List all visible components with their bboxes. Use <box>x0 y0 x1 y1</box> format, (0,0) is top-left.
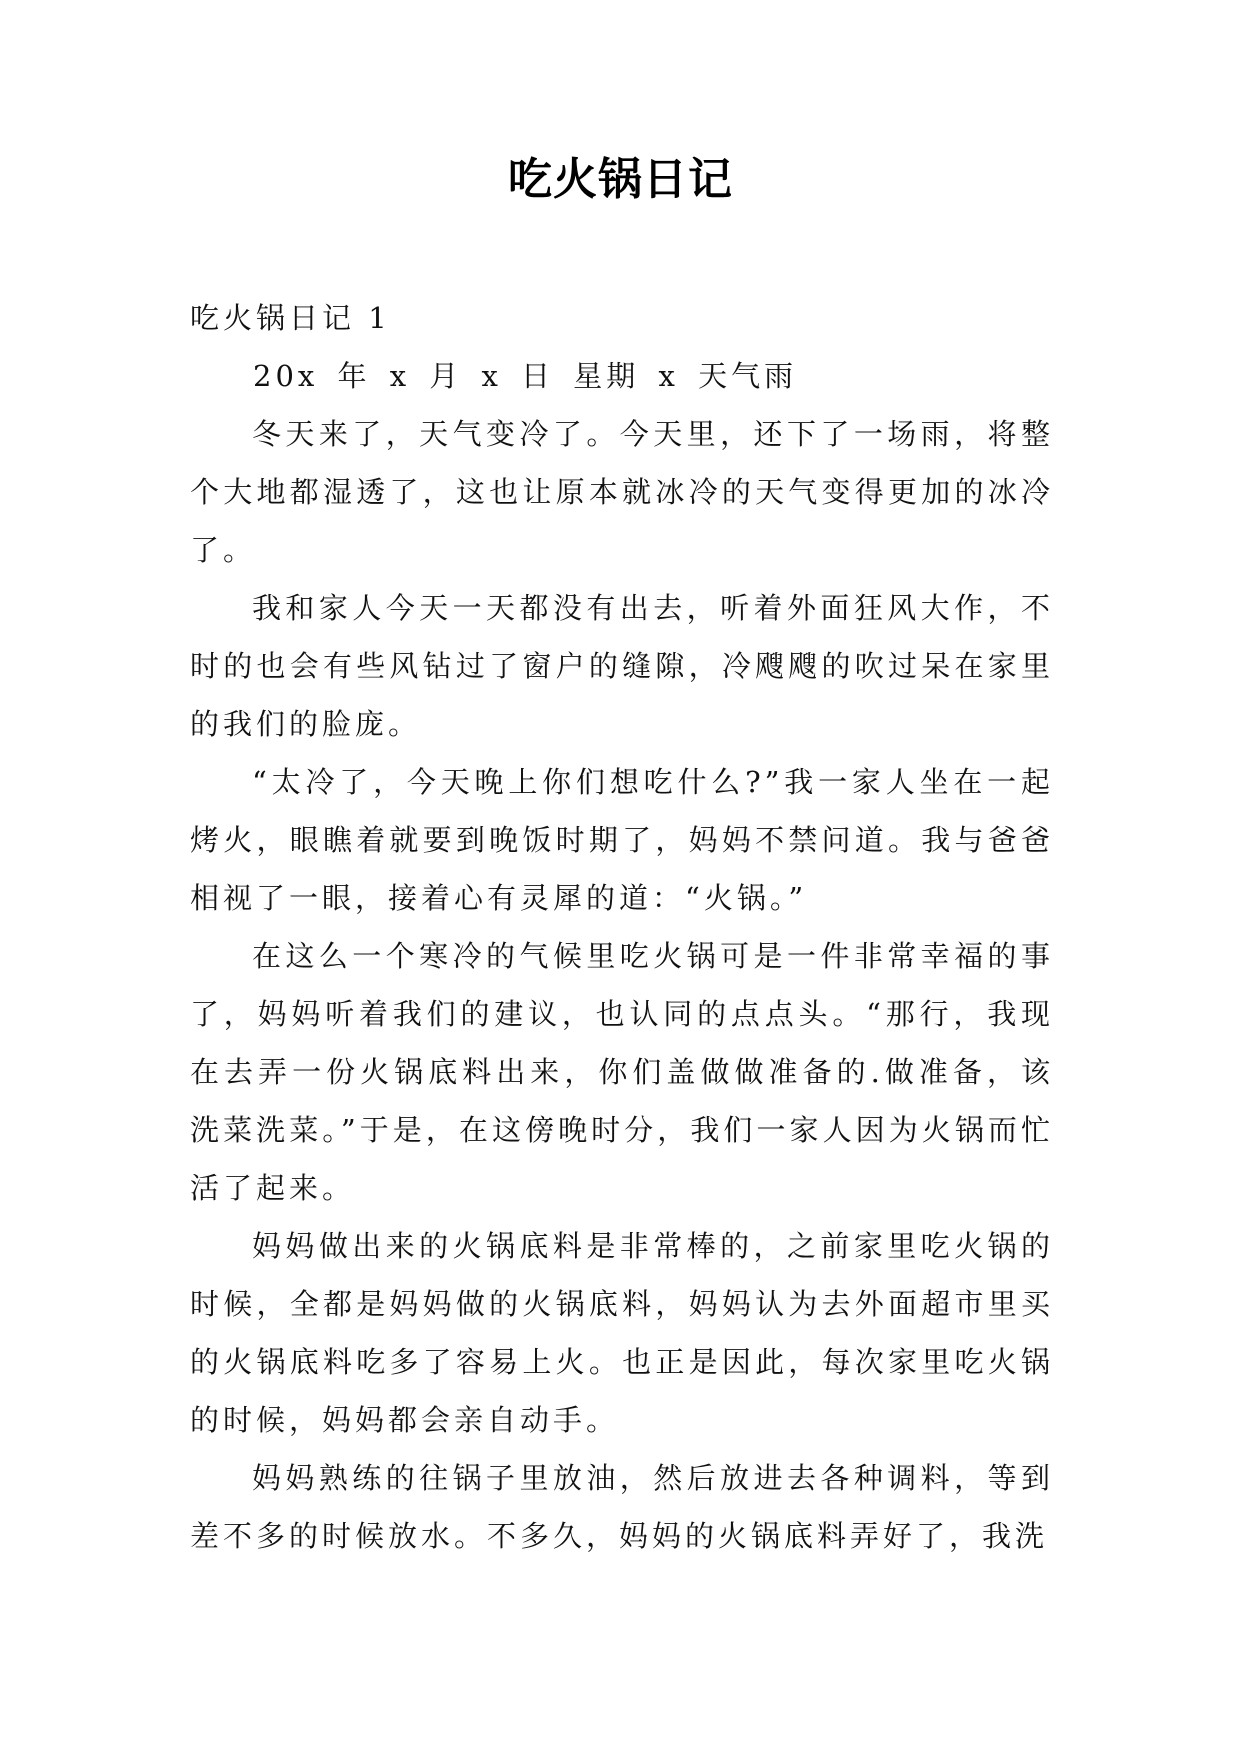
paragraph: 冬天来了，天气变冷了。今天里，还下了一场雨，将整个大地都湿透了，这也让原本就冰冷的天气变得更加的冰冷了。 <box>190 417 1054 567</box>
paragraph: “太冷了，今天晚上你们想吃什么?”我一家人坐在一起烤火，眼瞧着就要到晚饭时期了，妈妈不禁问道。我与爸爸相视了一眼，接着心有灵犀的道：“火锅。” <box>190 765 1054 915</box>
document-title: 吃火锅日记 <box>508 154 733 205</box>
document-body <box>190 289 1054 1565</box>
paragraph: 妈妈做出来的火锅底料是非常棒的，之前家里吃火锅的时候，全都是妈妈做的火锅底料，妈妈认为去外面超市里买的火锅底料吃多了容易上火。也正是因此，每次家里吃火锅的时候，妈妈都会亲自动手。 <box>190 1229 1054 1437</box>
paragraph: 我和家人今天一天都没有出去，听着外面狂风大作，不时的也会有些风钻过了窗户的缝隙，冷飕飕的吹过呆在家里的我们的脸庞。 <box>190 591 1054 741</box>
paragraph: 妈妈熟练的往锅子里放油，然后放进去各种调料，等到差不多的时候放水。不多久，妈妈的火锅底料弄好了，我洗 <box>190 1461 1054 1553</box>
section-heading: 吃火锅日记 1 <box>190 301 391 335</box>
diary-date-line: 20x 年 x 月 x 日 星期 x 天气雨 <box>253 359 798 393</box>
paragraph: 在这么一个寒冷的气候里吃火锅可是一件非常幸福的事了，妈妈听着我们的建议，也认同的点点头。“那行，我现在去弄一份火锅底料出来，你们盖做做准备的.做准备，该洗菜洗菜。”于是，在这傍晚时分，我们一家人因为火锅而忙活了起来。 <box>190 939 1054 1205</box>
